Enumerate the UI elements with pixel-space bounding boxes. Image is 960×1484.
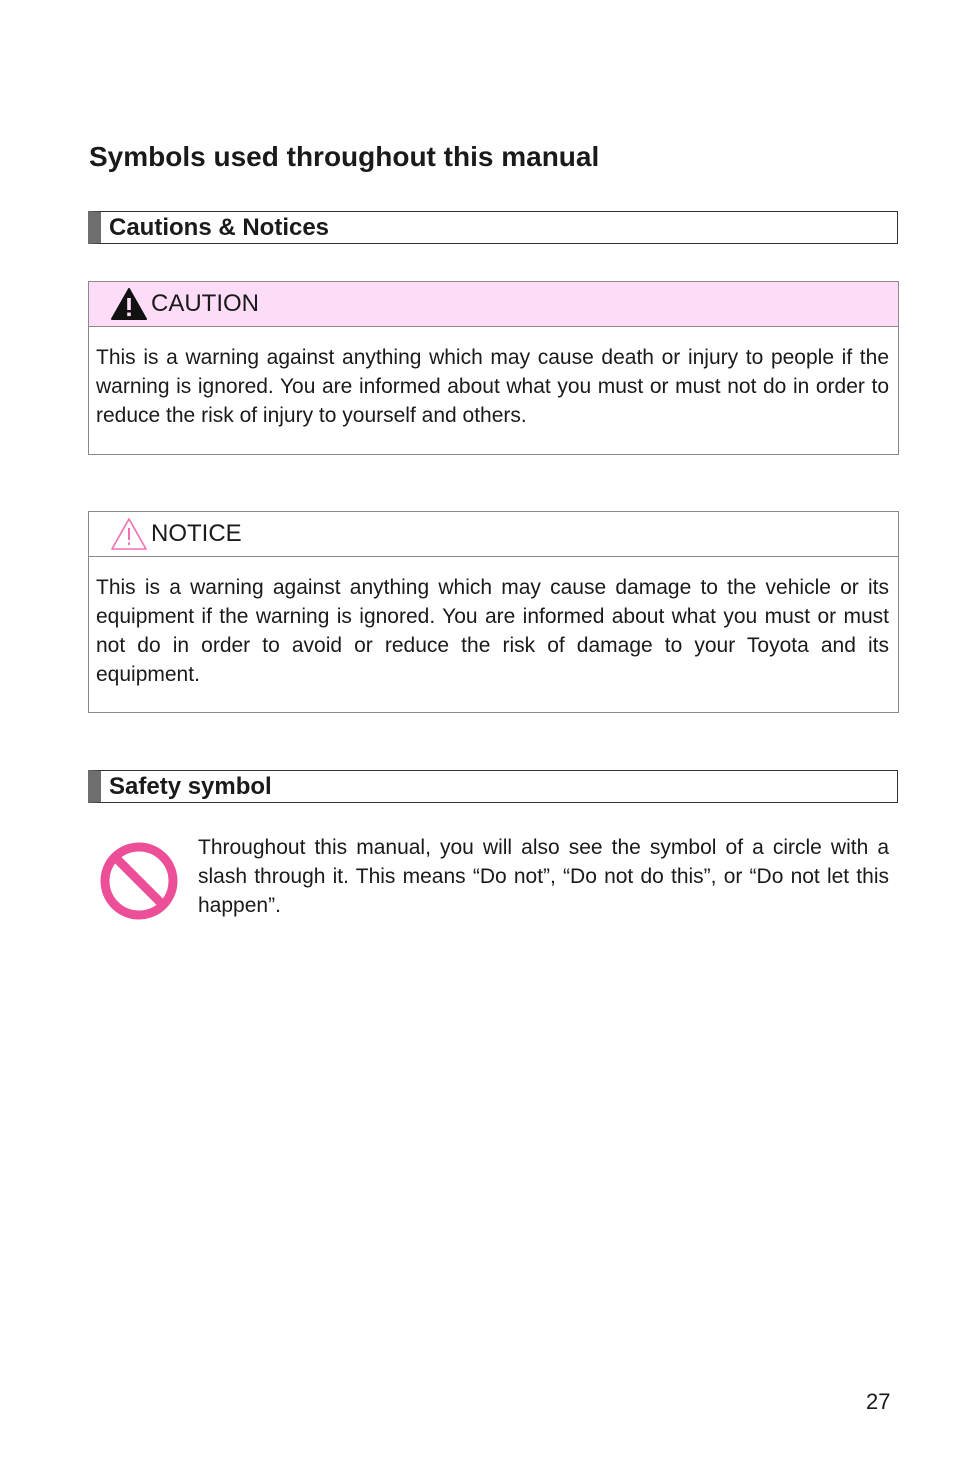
notice-box	[88, 511, 899, 713]
page-number: 27	[866, 1389, 891, 1414]
notice-warning-icon	[110, 517, 148, 551]
safety-symbol-text: Throughout this manual, you will also see the symbol of a circle with a slash through it. This means “Do not”, “Do not do this”, or “Do not let this happen”.	[198, 836, 889, 917]
notice-header	[89, 512, 898, 557]
page-title: Symbols used throughout this manual	[89, 141, 600, 172]
section-header-safety-symbol	[88, 770, 898, 803]
notice-label: NOTICE	[151, 520, 242, 547]
caution-box	[88, 281, 899, 455]
caution-warning-icon	[110, 287, 148, 321]
section-header-label: Cautions & Notices	[109, 214, 330, 241]
prohibition-icon	[98, 840, 180, 922]
section-header-label: Safety symbol	[109, 773, 272, 800]
caution-text: This is a warning against anything which may cause death or injury to people if the warning is ignored. You are informed about what you must or must not do in order to reduce the risk of injury to yourself and others.	[96, 346, 889, 427]
caution-header	[89, 282, 898, 327]
caution-label: CAUTION	[151, 290, 259, 317]
section-header-cautions-notices	[88, 211, 898, 244]
notice-text: This is a warning against anything which may cause damage to the vehicle or its equipment if the warning is ignored. You are informed about what you must or must not do in order to avoid or reduce the risk of damage to your Toyota and its equipment.	[96, 576, 889, 686]
